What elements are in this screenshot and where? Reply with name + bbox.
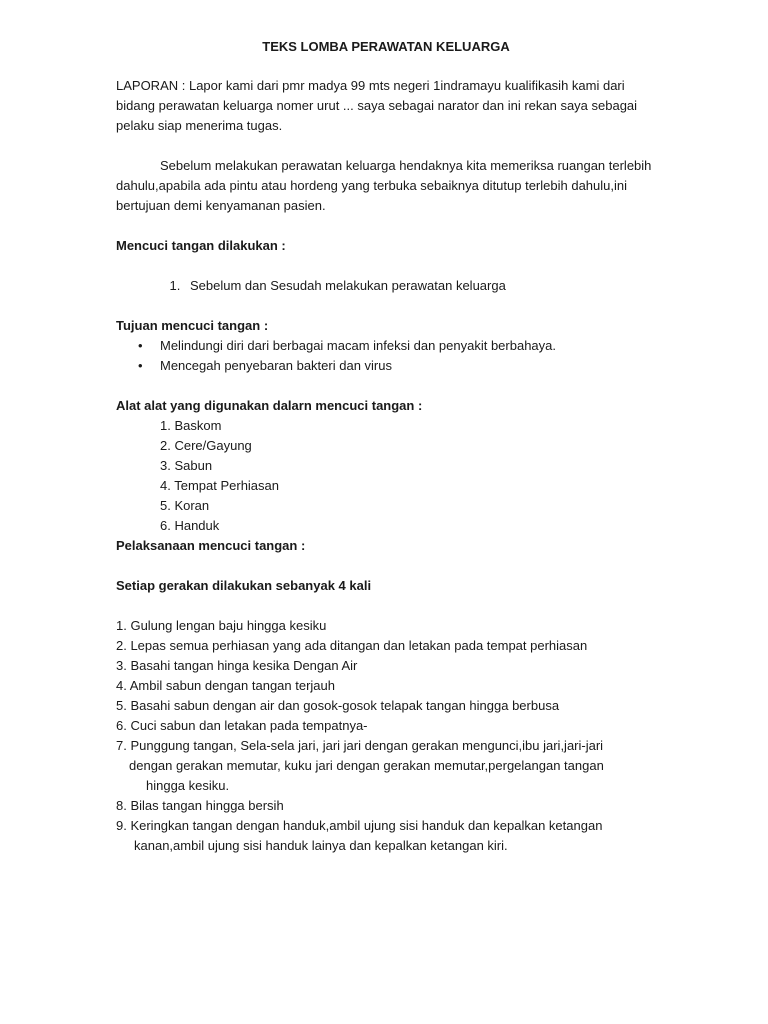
alat-item: 5. Koran <box>160 498 210 513</box>
laporan-line: LAPORAN : Lapor kami dari pmr madya 99 mts negeri 1indramayu kualifikasih kami dari <box>116 78 625 93</box>
tujuan-list <box>116 336 656 376</box>
tujuan-item-text: Mencegah penyebaran bakteri dan virus <box>160 358 392 373</box>
step-item: 3. Basahi tangan hinga kesika Dengan Air <box>116 658 358 673</box>
pelaksanaan-heading: Pelaksanaan mencuci tangan : <box>116 538 306 553</box>
step-item-continuation: hingga kesiku. <box>146 778 230 793</box>
step-item: 7. Punggung tangan, Sela-sela jari, jari jari dengan gerakan mengunci,ibu jari,jari-jari <box>116 738 604 753</box>
laporan-paragraph <box>116 76 656 136</box>
alat-item: 6. Handuk <box>160 518 220 533</box>
step-item: 2. Lepas semua perhiasan yang ada ditangan dan letakan pada tempat perhiasan <box>116 638 588 653</box>
alat-heading: Alat alat yang digunakan dalarn mencuci tangan : <box>116 398 423 413</box>
mencuci-list <box>116 276 656 296</box>
intro-paragraph <box>116 156 656 216</box>
document-title: TEKS LOMBA PERAWATAN KELUARGA <box>262 39 510 54</box>
laporan-line: bidang perawatan keluarga nomer urut ... saya sebagai narator dan ini rekan saya sebagai <box>116 98 638 113</box>
step-item: 6. Cuci sabun dan letakan pada tempatnya- <box>116 718 368 733</box>
alat-item: 4. Tempat Perhiasan <box>160 478 279 493</box>
intro-line: bertujuan demi kenyamanan pasien. <box>116 198 326 213</box>
mencuci-item: 1. Sebelum dan Sesudah melakukan perawatan keluarga <box>184 276 656 296</box>
step-item: 9. Keringkan tangan dengan handuk,ambil ujung sisi handuk dan kepalkan ketangan <box>116 818 603 833</box>
alat-list <box>116 416 656 536</box>
tujuan-item-text: Melindungi diri dari berbagai macam infeksi dan penyakit berbahaya. <box>160 338 557 353</box>
step-item: 5. Basahi sabun dengan air dan gosok-gosok telapak tangan hingga berbusa <box>116 698 560 713</box>
step-item: 1. Gulung lengan baju hingga kesiku <box>116 618 327 633</box>
steps-list <box>116 616 656 856</box>
alat-item: 2. Cere/Gayung <box>160 438 252 453</box>
step-item: 8. Bilas tangan hingga bersih <box>116 798 284 813</box>
step-item-continuation: kanan,ambil ujung sisi handuk lainya dan kepalkan ketangan kiri. <box>134 838 508 853</box>
laporan-line: pelaku siap menerima tugas. <box>116 118 283 133</box>
step-item: 4. Ambil sabun dengan tangan terjauh <box>116 678 336 693</box>
document-body <box>116 37 656 856</box>
intro-line: Sebelum melakukan perawatan keluarga hendaknya kita memeriksa ruangan terlebih <box>160 158 652 173</box>
tujuan-heading: Tujuan mencuci tangan : <box>116 318 269 333</box>
intro-line: dahulu,apabila ada pintu atau hordeng yang terbuka sebaiknya ditutup terlebih dahulu,ini <box>116 178 627 193</box>
setiap-heading: Setiap gerakan dilakukan sebanyak 4 kali <box>116 578 372 593</box>
tujuan-item <box>116 336 656 356</box>
mencuci-heading: Mencuci tangan dilakukan : <box>116 238 286 253</box>
bullet-icon: • <box>138 358 143 373</box>
tujuan-item <box>116 356 656 376</box>
bullet-icon: • <box>138 338 143 353</box>
alat-item: 3. Sabun <box>160 458 213 473</box>
step-item-continuation: dengan gerakan memutar, kuku jari dengan gerakan memutar,pergelangan tangan <box>129 758 604 773</box>
alat-item: 1. Baskom <box>160 418 222 433</box>
